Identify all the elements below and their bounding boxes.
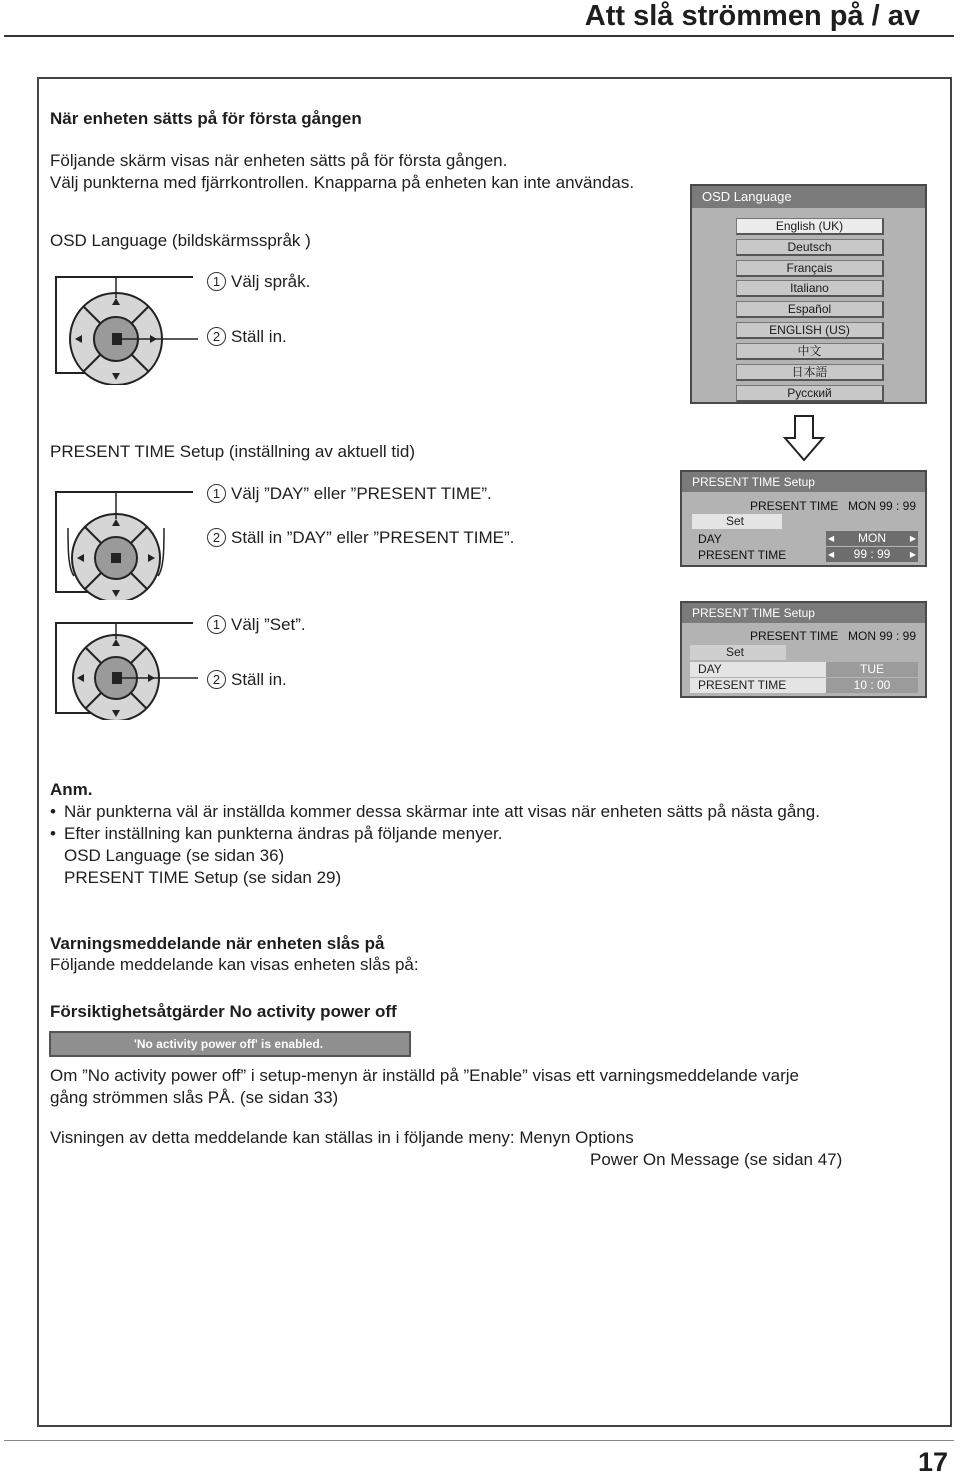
warning-para-1a: Om ”No activity power off” i setup-menyn är inställd på ”Enable” visas ett varningsmeddelande varje (50, 1066, 799, 1085)
present-step-b2: 2 Ställ in. (207, 669, 287, 691)
intro-heading: När enheten sätts på för första gången (50, 109, 362, 128)
time-value-selector[interactable]: ◀ 99 : 99 ▶ (828, 547, 916, 561)
day-value-selector[interactable]: ◀ MON ▶ (828, 531, 916, 545)
arrow-down-icon (783, 414, 825, 462)
warning-sub: Följande meddelande kan visas enheten slås på: (50, 955, 419, 974)
note-ref-1: OSD Language (se sidan 36) (64, 846, 285, 865)
time-value: 10 : 00 (826, 678, 918, 693)
present-step-b1: 1 Välj ”Set”. (207, 614, 306, 636)
warning-heading: Varningsmeddelande när enheten slås på (50, 934, 385, 953)
current-time-label: PRESENT TIME (750, 629, 839, 643)
step-number: 2 (207, 528, 226, 547)
lang-item-deutsch[interactable]: Deutsch (736, 239, 884, 256)
warning-para-2b: Power On Message (se sidan 47) (590, 1150, 843, 1169)
time-label: PRESENT TIME (698, 548, 787, 562)
left-arrow-icon: ◀ (828, 550, 835, 559)
warning-message-box: 'No activity power off' is enabled. (49, 1031, 411, 1057)
osd-language-panel (690, 184, 927, 404)
intro-line-1: Följande skärm visas när enheten sätts på för första gången. (50, 151, 508, 170)
step-number: 1 (207, 615, 226, 634)
lang-item-english-us[interactable]: ENGLISH (US) (736, 322, 884, 339)
note-bullet-1: • När punkterna väl är inställda kommer dessa skärmar inte att visas när enheten sätts på nästa gång. (50, 802, 820, 821)
current-time-value: MON 99 : 99 (848, 499, 917, 513)
day-value: TUE (826, 662, 918, 677)
osd-panel-title: OSD Language (692, 186, 925, 208)
step-number: 2 (207, 327, 226, 346)
remote-dpad-icon (48, 265, 220, 385)
step-number: 1 (207, 484, 226, 503)
current-time-value: MON 99 : 99 (848, 629, 917, 643)
set-button[interactable]: Set (692, 514, 782, 529)
present-heading: PRESENT TIME Setup (inställning av aktuell tid) (50, 442, 416, 461)
present-time-panel-1 (680, 470, 927, 567)
present-panel-title: PRESENT TIME Setup (682, 472, 925, 492)
osd-step-2: 2 Ställ in. (207, 326, 287, 348)
lang-item-italiano[interactable]: Italiano (736, 280, 884, 297)
set-button[interactable]: Set (690, 645, 786, 660)
lang-item-japanese[interactable]: 日本語 (736, 364, 884, 381)
page-title: Att slå strömmen på / av (584, 0, 920, 32)
lang-item-chinese[interactable]: 中文 (736, 343, 884, 360)
right-arrow-icon: ▶ (909, 550, 916, 559)
step-number: 1 (207, 272, 226, 291)
step-number: 2 (207, 670, 226, 689)
osd-step-1: 1 Välj språk. (207, 271, 310, 293)
remote-dpad-icon (48, 488, 220, 600)
current-time-label: PRESENT TIME (750, 499, 839, 513)
osd-heading: OSD Language (bildskärmsspråk ) (50, 231, 311, 250)
remote-dpad-icon (48, 615, 220, 720)
lang-item-espanol[interactable]: Español (736, 301, 884, 318)
warning-para-2: Visningen av detta meddelande kan ställas in i följande meny: Menyn Options (50, 1128, 634, 1147)
warning-para-1b: gång strömmen slås PÅ. (se sidan 33) (50, 1088, 339, 1107)
bullet-icon: • (50, 824, 56, 843)
note-bullet-2: • Efter inställning kan punkterna ändras på följande menyer. (50, 824, 503, 843)
day-label: DAY (698, 532, 722, 546)
left-arrow-icon: ◀ (828, 534, 835, 543)
warning-heading-2: Försiktighetsåtgärder No activity power off (50, 1002, 397, 1021)
footer-rule (4, 1440, 954, 1441)
page-number: 17 (917, 1447, 948, 1477)
bullet-icon: • (50, 802, 56, 821)
header-rule (4, 35, 954, 37)
lang-item-english-uk[interactable]: English (UK) (736, 218, 884, 235)
note-ref-2: PRESENT TIME Setup (se sidan 29) (64, 868, 342, 887)
present-step-a2: 2 Ställ in ”DAY” eller ”PRESENT TIME”. (207, 527, 514, 549)
day-label: DAY (698, 662, 722, 676)
present-panel-title: PRESENT TIME Setup (682, 603, 925, 623)
lang-item-francais[interactable]: Français (736, 260, 884, 277)
note-heading: Anm. (50, 780, 93, 799)
present-step-a1: 1 Välj ”DAY” eller ”PRESENT TIME”. (207, 483, 492, 505)
time-label: PRESENT TIME (698, 678, 787, 692)
right-arrow-icon: ▶ (909, 534, 916, 543)
present-time-panel-2 (680, 601, 927, 698)
lang-item-russian[interactable]: Русский (736, 385, 884, 402)
intro-line-2: Välj punkterna med fjärrkontrollen. Knapparna på enheten kan inte användas. (50, 173, 635, 192)
